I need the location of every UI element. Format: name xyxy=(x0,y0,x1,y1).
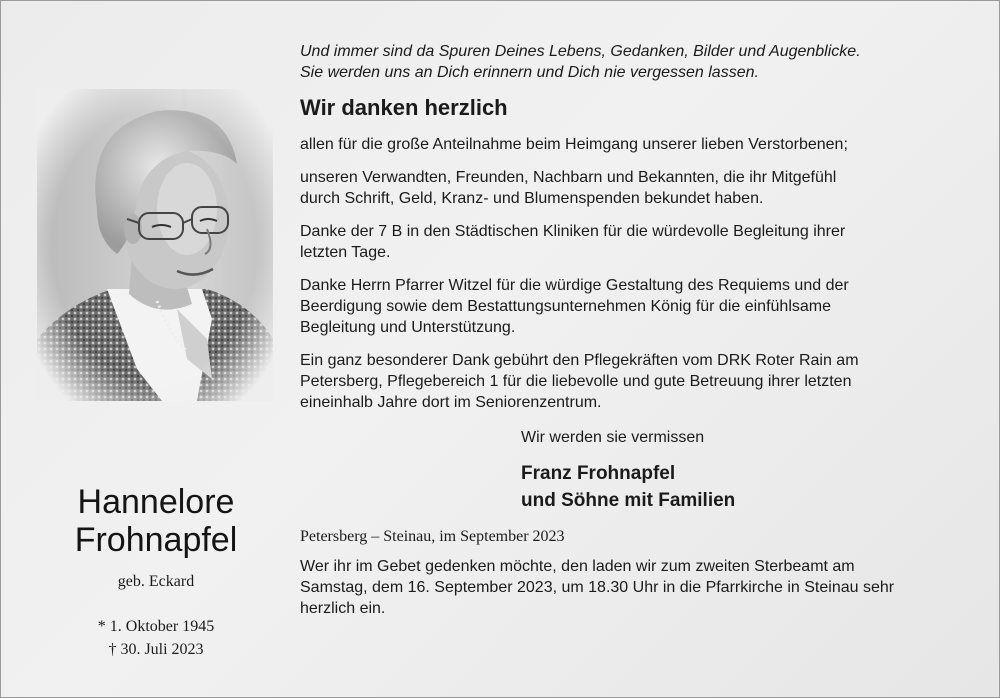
thanks-paragraph xyxy=(300,350,972,413)
thanks-paragraph xyxy=(300,167,972,209)
quote-line: Sie werden uns an Dich erinnern und Dich nie vergessen lassen. xyxy=(300,64,759,81)
paragraph-line: Begleitung und Unterstützung. xyxy=(300,319,516,336)
thanks-paragraph xyxy=(300,275,972,338)
memorial-quote xyxy=(300,41,972,83)
paragraph-line: Petersberg, Pflegebereich 1 für die liebevolle und gute Betreuung ihrer letzten xyxy=(300,373,852,390)
place-date: Petersberg – Steinau, im September 2023 xyxy=(300,528,565,545)
birth-date: * 1. Oktober 1945 xyxy=(97,618,215,635)
paragraph-line: Danke Herrn Pfarrer Witzel für die würdige Gestaltung des Requiems und der xyxy=(300,277,849,294)
thanks-paragraph xyxy=(300,134,972,155)
paragraph-line: letzten Tage. xyxy=(300,244,391,261)
service-notice xyxy=(300,556,972,619)
thanks-paragraph xyxy=(300,221,972,263)
notice-line: Samstag, dem 16. September 2023, um 18.30 Uhr in die Pfarrkirche in Steinau sehr xyxy=(300,579,895,596)
notice-line: Wer ihr im Gebet gedenken möchte, den laden wir zum zweiten Sterbeamt am xyxy=(300,558,855,575)
deceased-last-name: Frohnapfel xyxy=(74,521,238,559)
closing-line: Wir werden sie vermissen xyxy=(521,429,705,446)
message-column xyxy=(300,41,972,631)
deceased-first-name: Hannelore xyxy=(77,483,235,521)
family-signature xyxy=(521,460,972,514)
paragraph-line: unseren Verwandten, Freunden, Nachbarn und Bekannten, die ihr Mitgefühl xyxy=(300,169,837,186)
quote-line: Und immer sind da Spuren Deines Lebens, Gedanken, Bilder und Augenblicke. xyxy=(300,43,861,60)
paragraph-line: durch Schrift, Geld, Kranz- und Blumenspenden bekundet haben. xyxy=(300,190,764,207)
paragraph-line: Beerdigung sowie dem Bestattungsunternehmen König für die einfühlsame xyxy=(300,298,831,315)
portrait-photo xyxy=(37,89,273,401)
life-dates xyxy=(1,615,311,661)
family-line: und Söhne mit Familien xyxy=(521,490,736,511)
death-date: † 30. Juli 2023 xyxy=(108,641,204,658)
deceased-name xyxy=(1,483,311,559)
paragraph-line: eineinhalb Jahre dort im Seniorenzentrum. xyxy=(300,394,602,411)
paragraph-line: allen für die große Anteilnahme beim Heimgang unserer lieben Verstorbenen; xyxy=(300,136,848,153)
family-line: Franz Frohnapfel xyxy=(521,463,676,484)
birth-name: geb. Eckard xyxy=(117,573,195,590)
notice-line: herzlich ein. xyxy=(300,600,386,617)
paragraph-line: Danke der 7 B in den Städtischen Kliniken für die würdevolle Begleitung ihrer xyxy=(300,223,846,240)
paragraph-line: Ein ganz besonderer Dank gebührt den Pflegekräften vom DRK Roter Rain am xyxy=(300,352,859,369)
thanks-heading: Wir danken herzlich xyxy=(300,95,508,120)
portrait-photo-icon xyxy=(37,89,273,401)
